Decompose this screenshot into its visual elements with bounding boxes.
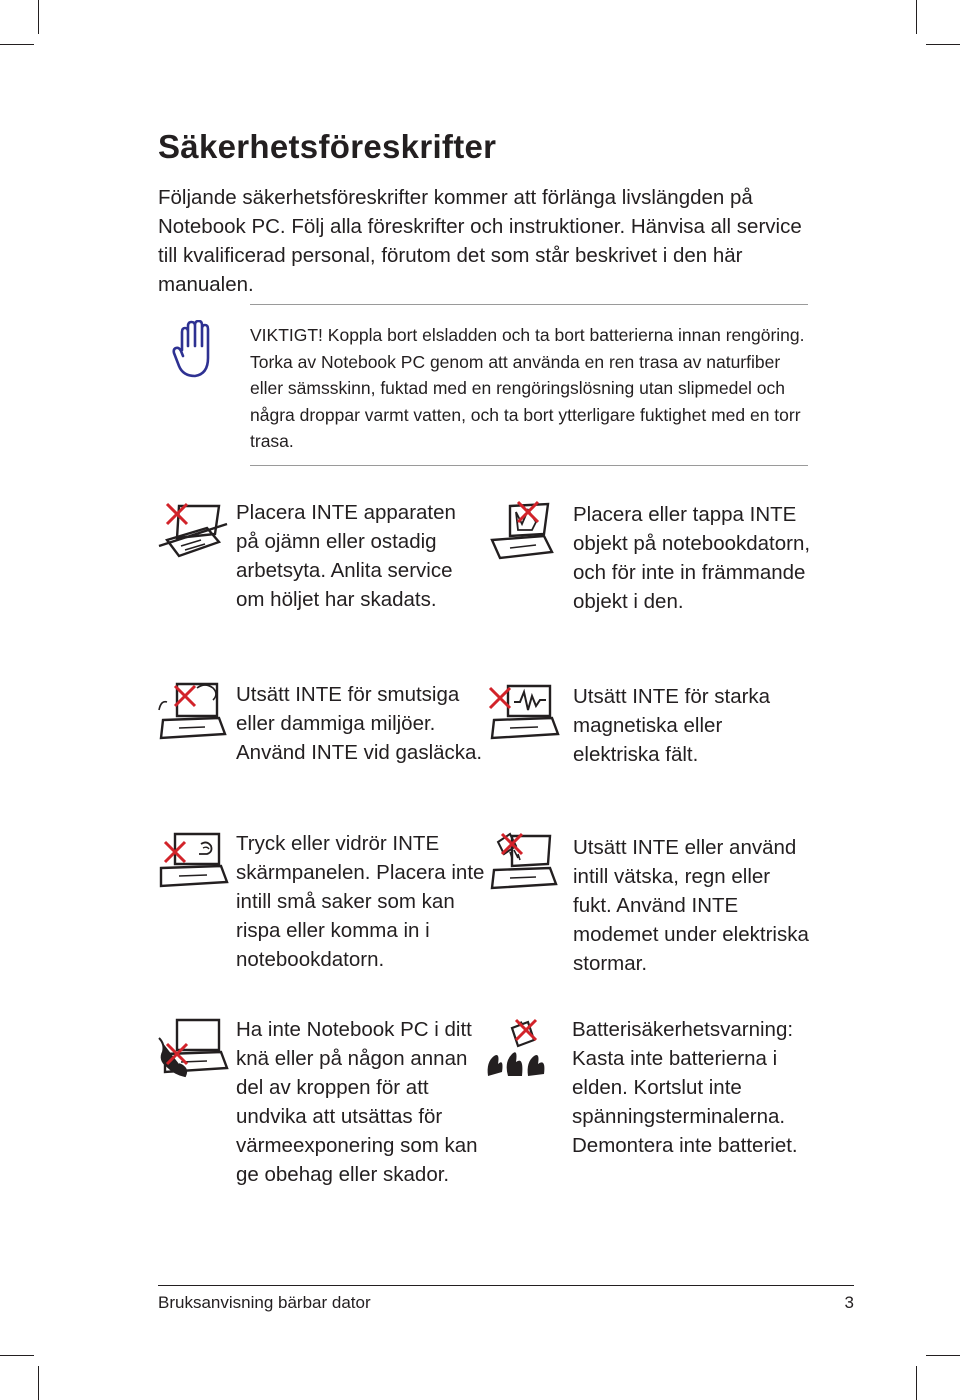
notice-bottom-rule: [250, 465, 808, 466]
warning-text: Utsätt INTE för smutsiga eller dammiga miljöer. Använd INTE vid gasläcka.: [236, 683, 483, 764]
page-number: 3: [844, 1293, 854, 1312]
magnetic-field-icon: [488, 682, 570, 744]
crop-mark: [0, 44, 34, 45]
lap-heat-icon: [157, 1018, 239, 1080]
crop-mark: [926, 44, 960, 45]
warning-text: Tryck eller vidrör INTE skärmpanelen. Placera inte intill små saker som kan rispa eller komma in i notebookdatorn.: [236, 832, 485, 971]
crop-mark: [38, 0, 39, 34]
warning-text: Utsätt INTE för starka magnetiska eller elektriska fält.: [573, 685, 771, 766]
battery-fire-icon: [484, 1018, 566, 1080]
notice-text: VIKTIGT! Koppla bort elsladden och ta bort batterierna innan rengöring. Torka av Notebook PC genom att använda en ren trasa av naturfiber eller sämsskinn, fuktad med en rengöringslösning utan slipmedel och några droppar varmt vatten, och ta bort ytterligare fuktighet med en torr trasa.: [250, 325, 805, 451]
crop-mark: [0, 1355, 34, 1356]
footer-rule: [158, 1285, 854, 1286]
crop-mark: [916, 1366, 917, 1400]
crop-mark: [38, 1366, 39, 1400]
warning-text: Batterisäkerhetsvarning: Kasta inte batterierna i elden. Kortslut inte spänningsterminalerna. Demontera inte batteriet.: [572, 1018, 798, 1157]
warning-text: Placera INTE apparaten på ojämn eller ostadig arbetsyta. Anlita service om höljet har skadats.: [236, 501, 456, 611]
liquid-icon: [488, 830, 570, 892]
uneven-surface-icon: [157, 498, 239, 560]
raised-hand-icon: [170, 320, 220, 380]
touch-screen-icon: [157, 830, 239, 892]
footer-title: Bruksanvisning bärbar dator: [158, 1293, 371, 1312]
objects-on-laptop-icon: [488, 500, 570, 562]
intro-paragraph: Följande säkerhetsföreskrifter kommer att förlänga livslängden på Notebook PC. Följ alla föreskrifter och instruktioner. Hänvisa all service till kvalificerad personal, förutom det som står beskrivet i den här manualen.: [158, 186, 802, 296]
warning-text: Ha inte Notebook PC i ditt knä eller på någon annan del av kroppen för att undvika att utsättas för värmeexponering som kan ge obehag eller skador.: [236, 1018, 478, 1186]
crop-mark: [926, 1355, 960, 1356]
warning-text: Placera eller tappa INTE objekt på notebookdatorn, och för inte in främmande objekt i den.: [573, 503, 811, 613]
warning-text: Utsätt INTE eller använd intill vätska, regn eller fukt. Använd INTE modemet under elektriska stormar.: [573, 836, 809, 975]
dust-icon: [157, 680, 239, 742]
page-title: Säkerhetsföreskrifter: [158, 128, 497, 165]
crop-mark: [916, 0, 917, 34]
notice-top-rule: [250, 304, 808, 305]
